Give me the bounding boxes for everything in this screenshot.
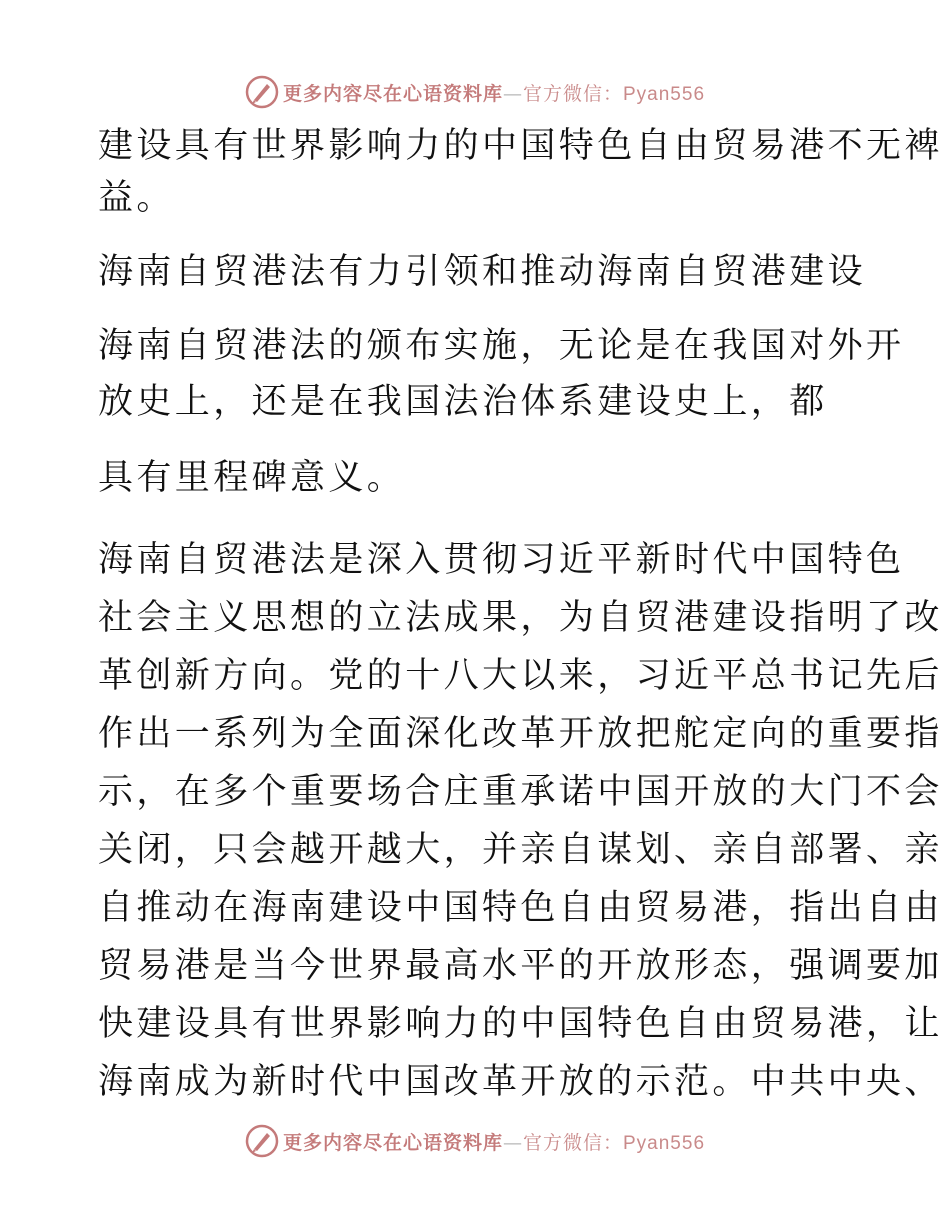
text-line: 快建设具有世界影响力的中国特色自由贸易港，让	[98, 1004, 943, 1044]
text-line: 示，在多个重要场合庄重承诺中国开放的大门不会	[98, 772, 943, 812]
text-line: 贸易港是当今世界最高水平的开放形态，强调要加	[98, 946, 943, 986]
text-line: 海南自贸港法的颁布实施，无论是在我国对外开	[98, 326, 905, 366]
watermark-separator: —	[502, 82, 523, 105]
text-line: 益。	[98, 178, 175, 218]
watermark-id: Pyan556	[623, 83, 706, 105]
text-line: 关闭，只会越开越大，并亲自谋划、亲自部署、亲	[98, 830, 943, 870]
watermark-id: Pyan556	[623, 1132, 706, 1154]
watermark-header	[0, 72, 950, 112]
quill-pen-logo-icon	[245, 75, 279, 109]
text-line: 具有里程碑意义。	[98, 458, 406, 498]
text-line: 革创新方向。党的十八大以来，习近平总书记先后	[98, 656, 943, 696]
text-line: 作出一系列为全面深化改革开放把舵定向的重要指	[98, 714, 943, 754]
watermark-text	[283, 1128, 705, 1155]
watermark-brand: 更多内容尽在心语资料库	[282, 82, 503, 105]
watermark-brand: 更多内容尽在心语资料库	[282, 1131, 503, 1154]
quill-pen-logo-icon	[245, 1124, 279, 1158]
text-line: 建设具有世界影响力的中国特色自由贸易港不无裨	[98, 126, 943, 166]
text-line: 海南自贸港法是深入贯彻习近平新时代中国特色	[98, 540, 905, 580]
watermark-text	[283, 79, 705, 106]
watermark-separator: —	[502, 1131, 523, 1154]
watermark-footer	[0, 1121, 950, 1161]
text-line: 社会主义思想的立法成果，为自贸港建设指明了改	[98, 598, 943, 638]
watermark-label: 官方微信：	[522, 82, 623, 105]
text-line: 自推动在海南建设中国特色自由贸易港，指出自由	[98, 888, 943, 928]
text-line: 海南成为新时代中国改革开放的示范。中共中央、	[98, 1062, 943, 1102]
text-line: 海南自贸港法有力引领和推动海南自贸港建设	[98, 252, 867, 292]
watermark-label: 官方微信：	[522, 1131, 623, 1154]
text-line: 放史上，还是在我国法治体系建设史上，都	[98, 382, 828, 422]
